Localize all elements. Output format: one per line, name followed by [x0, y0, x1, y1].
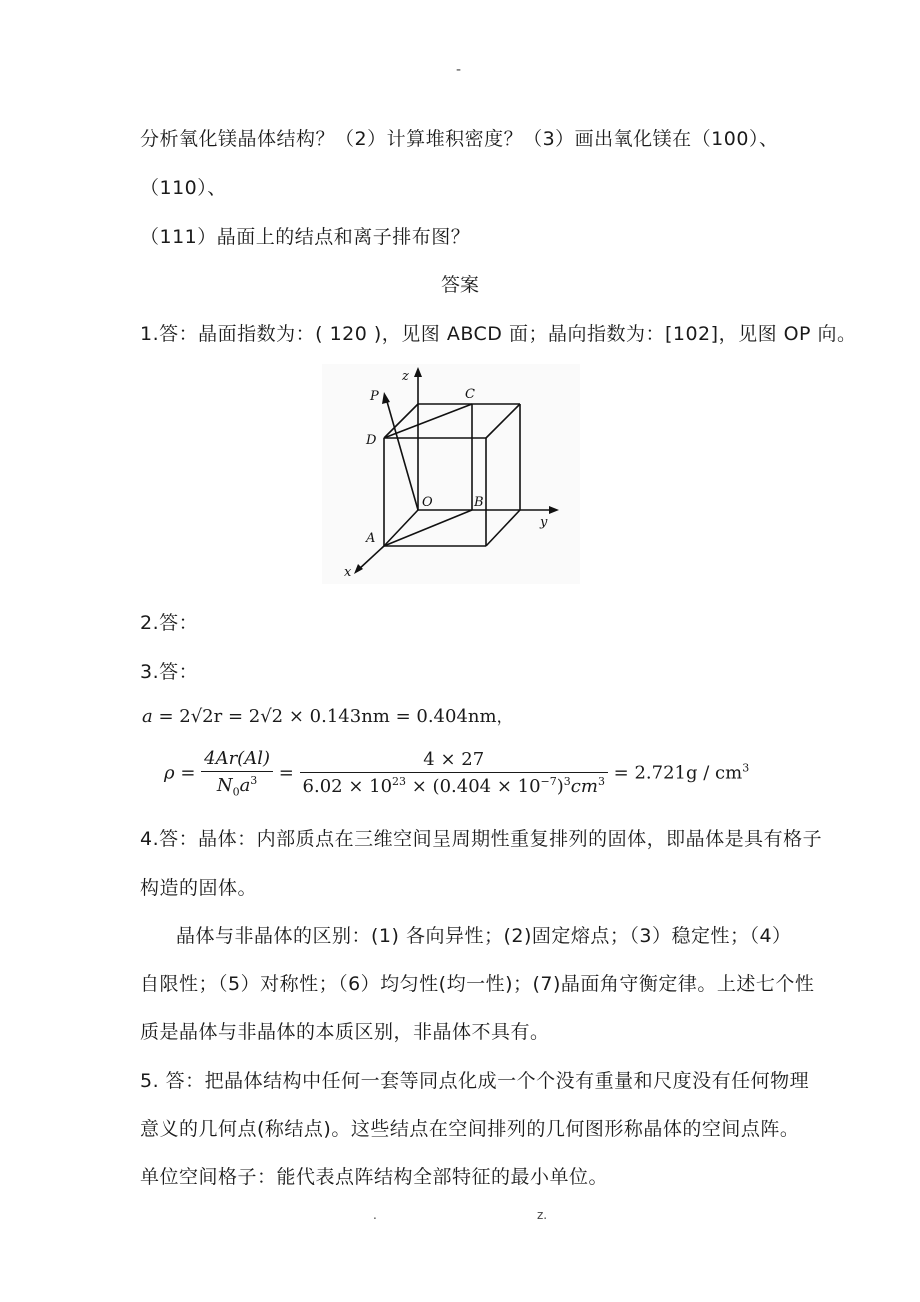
formula-lattice-constant: a = 2√2r = 2√2 × 0.143nm = 0.404nm，	[142, 706, 513, 727]
footer-left-mark: .	[373, 1208, 377, 1222]
answer-5-line-1: 5. 答：把晶体结构中任何一套等同点化成一个个没有重量和尺度没有任何物理	[140, 1070, 810, 1092]
answer-4-line-2: 构造的固体。	[140, 877, 258, 899]
answer-2: 2.答：	[140, 612, 199, 634]
question-line-1: 分析氧化镁晶体结构？（2）计算堆积密度？（3）画出氧化镁在（100）、	[140, 128, 779, 150]
answer-4-line-1: 4.答：晶体：内部质点在三维空间呈周期性重复排列的固体，即晶体是具有格子	[140, 828, 823, 850]
label-p: P	[370, 389, 379, 404]
page-header-mark: -	[456, 62, 462, 78]
x-axis	[358, 546, 384, 570]
question-line-3: （111）晶面上的结点和离子排布图？	[140, 226, 471, 248]
label-y: y	[540, 515, 548, 530]
label-c: C	[465, 387, 475, 402]
cube-edge	[384, 510, 418, 546]
plane-line-ab	[384, 510, 472, 546]
footer-right-mark: z.	[537, 1208, 548, 1222]
density-fraction-2: $\frac{4 \times 27}{6.02 \times 10^{23} \times (0.404 \times 10^{-7})^3cm^3}$	[300, 749, 608, 797]
op-direction-line	[386, 398, 418, 510]
op-arrowhead	[382, 392, 390, 404]
answer-5-line-3: 单位空间格子：能代表点阵结构全部特征的最小单位。	[140, 1166, 609, 1188]
answer-5-line-2: 意义的几何点(称结点)。这些结点在空间排列的几何图形称晶体的空间点阵。	[140, 1118, 800, 1140]
answer-4-line-5: 质是晶体与非晶体的本质区别，非晶体不具有。	[140, 1021, 550, 1043]
cube-edge	[486, 404, 520, 438]
label-o: O	[422, 495, 433, 510]
plane-line-dc	[384, 404, 472, 438]
label-d: D	[366, 433, 377, 448]
label-b: B	[474, 495, 484, 510]
formula-density: ρ = $\frac{4Ar(Al)}{N_0a^3}$ = $\frac{4 \times 27}{6.02 \times 10^{23} \times (0.404 \times 10^{-7})^3cm^3}$ = $2.721g / cm^3$	[164, 748, 750, 799]
answer-4-line-3: 晶体与非晶体的区别：(1) 各向异性；(2)固定熔点；（3）稳定性；（4）	[176, 925, 792, 947]
x-axis-arrowhead	[354, 564, 363, 574]
label-a: A	[366, 531, 376, 546]
answer-1: 1.答：晶面指数为：( 120 )，见图 ABCD 面；晶向指数为：[102]，见图 OP 向。	[140, 323, 857, 345]
density-fraction-1: $\frac{4Ar(Al)}{N_0a^3}$	[201, 748, 273, 799]
label-z: z	[402, 369, 409, 384]
answer-3: 3.答：	[140, 661, 199, 683]
answer-title: 答案	[440, 274, 479, 296]
answer-4-line-4: 自限性；（5）对称性；（6）均匀性(均一性)；(7)晶面角守衡定律。上述七个性	[140, 973, 815, 995]
y-axis-arrowhead	[549, 506, 559, 514]
crystal-cube-figure	[322, 364, 580, 584]
cube-edge	[486, 510, 520, 546]
question-line-2: （110）、	[140, 177, 227, 199]
z-axis-arrowhead	[414, 367, 422, 377]
label-x: x	[344, 565, 352, 580]
